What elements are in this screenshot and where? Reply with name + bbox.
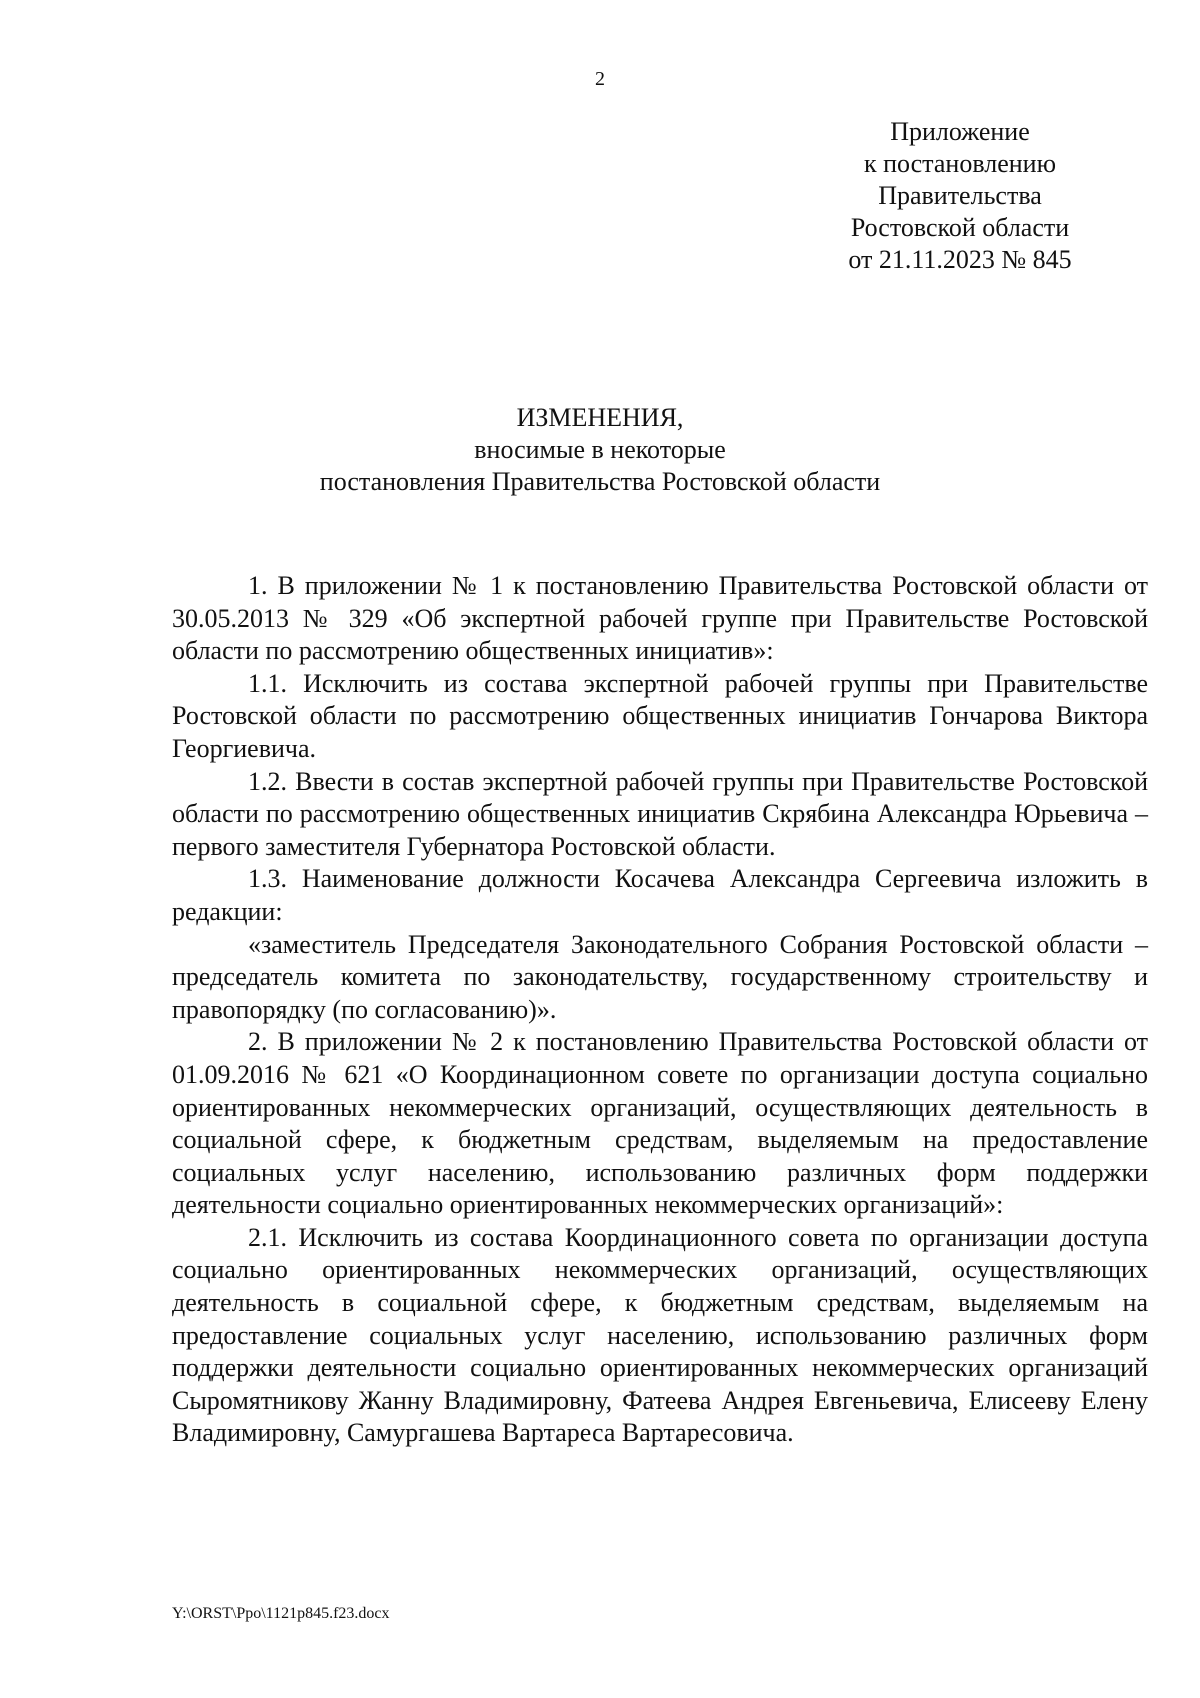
- paragraph-item-1: 1. В приложении № 1 к постановлению Правительства Ростовской области от 30.05.2013 № 329 «Об экспертной рабочей группе при Правительстве Ростовской области по рассмотрению общественных инициатив»:: [172, 571, 1148, 666]
- paragraph-item-1-3: 1.3. Наименование должности Косачева Александра Сергеевича изложить в редакции:: [172, 864, 1148, 926]
- paragraph-item-2-1: 2.1. Исключить из состава Координационного совета по организации доступа социально ориентированных некоммерческих организаций, осуществляющих деятельность в социальной сфере, к бюджетным средствам, выделяемым на предоставление социальных услуг населению, использованию различных форм поддержки деятельности социально ориентированных некоммерческих организаций Сыромятникову Жанну Владимировну, Фатеева Андрея Евгеньевича, Елисееву Елену Владимировну, Самургашева Вартареса Вартаресовича.: [172, 1222, 1148, 1448]
- document-title-block: [0, 402, 1200, 498]
- document-body: [172, 570, 1148, 1450]
- paragraph-item-2: 2. В приложении № 2 к постановлению Правительства Ростовской области от 01.09.2016 № 621 «О Координационном совете по организации доступа социально ориентированных некоммерческих организаций, осуществляющих деятельность в социальной сфере, к бюджетным средствам, выделяемым на предоставление социальных услуг населению, использованию различных форм поддержки деятельности социально ориентированных некоммерческих организаций»:: [172, 1027, 1148, 1220]
- paragraph-item-1-2: 1.2. Ввести в состав экспертной рабочей группы при Правительстве Ростовской области по рассмотрению общественных инициатив Скрябина Александра Юрьевича – первого заместителя Губернатора Ростовской области.: [172, 766, 1148, 861]
- appendix-label: Приложение: [890, 117, 1030, 146]
- paragraph-quoted-position: «заместитель Председателя Законодательного Собрания Ростовской области – председатель комитета по законодательству, государственному строительству и правопорядку (по согласованию)».: [172, 929, 1148, 1024]
- document-subtitle-line2: постановления Правительства Ростовской области: [319, 467, 881, 496]
- document-subtitle-line1: вносимые в некоторые: [474, 435, 726, 464]
- appendix-region: Ростовской области: [850, 213, 1070, 242]
- document-title: ИЗМЕНЕНИЯ,: [516, 403, 684, 432]
- footer-file-path: Y:\ORST\Ppo\1121p845.f23.docx: [172, 1605, 390, 1622]
- page-number: 2: [595, 68, 605, 90]
- appendix-date-number: от 21.11.2023 № 845: [848, 245, 1072, 274]
- appendix-government: Правительства: [878, 181, 1042, 210]
- paragraph-item-1-1: 1.1. Исключить из состава экспертной рабочей группы при Правительстве Ростовской области по рассмотрению общественных инициатив Гончарова Виктора Георгиевича.: [172, 668, 1148, 763]
- appendix-header: [800, 116, 1120, 276]
- appendix-to-resolution: к постановлению: [863, 149, 1057, 178]
